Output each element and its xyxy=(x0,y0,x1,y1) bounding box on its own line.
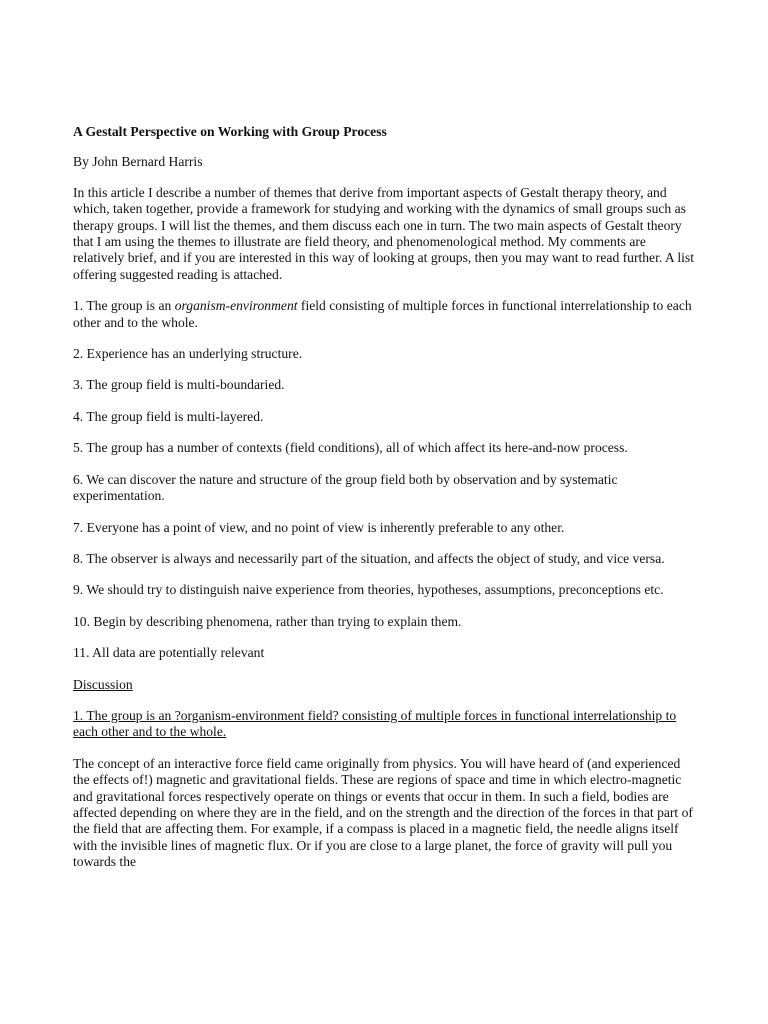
discussion-heading: Discussion xyxy=(73,676,133,692)
discussion-paragraph: The concept of an interactive force field came originally from physics. You will have heard of (and experienced the effects of!) magnetic and gravitational fields. These are regions of space and time in which electro-magnetic and gravitational forces respectively operate on things or events that occur in them. In such a field, bodies are affected depending on where they are in the field, and on the strength and the direction of the forces in that part of the field that are affecting them. For example, if a compass is placed in a magnetic field, the needle aligns itself with the invisible lines of magnetic flux. Or if you are close to a large planet, the force of gravity will pull you towards the xyxy=(73,755,693,870)
theme-item-10: 10. Begin by describing phenomena, rather than trying to explain them. xyxy=(73,613,462,629)
theme-item-11: 11. All data are potentially relevant xyxy=(73,645,265,661)
theme-item-5: 5. The group has a number of contexts (field conditions), all of which affect its here-and-now process. xyxy=(73,440,628,456)
theme-item-8: 8. The observer is always and necessarily part of the situation, and affects the object of study, and vice versa. xyxy=(73,550,665,566)
page-bottom-margin xyxy=(0,948,768,1024)
theme-item-1 xyxy=(73,298,698,331)
article-body xyxy=(73,124,698,886)
theme-item-4: 4. The group field is multi-layered. xyxy=(73,408,264,424)
discussion-item-1: 1. The group is an ?organism-environment field? consisting of multiple forces in functional interrelationship to each other and to the whole. xyxy=(73,707,677,740)
theme-item-2: 2. Experience has an underlying structure. xyxy=(73,346,303,362)
theme-1-after: field consisting of multiple forces in functional interrelationship to each other and to the whole. xyxy=(73,298,692,330)
theme-item-6: 6. We can discover the nature and structure of the group field both by observation and by systematic experimentation. xyxy=(73,471,618,504)
theme-item-3: 3. The group field is multi-boundaried. xyxy=(73,377,285,393)
theme-item-7: 7. Everyone has a point of view, and no point of view is inherently preferable to any other. xyxy=(73,519,565,535)
theme-1-before: 1. The group is an xyxy=(73,298,175,314)
article-byline: By John Bernard Harris xyxy=(73,154,203,170)
intro-paragraph: In this article I describe a number of themes that derive from important aspects of Gestalt therapy theory, and which, taken together, provide a framework for studying and working with the dynamics of small groups such as therapy groups. I will list the themes, and them discuss each one in turn. The two main aspects of Gestalt theory that I am using the themes to illustrate are field theory, and phenomenological method. My comments are relatively brief, and if you are interested in this way of looking at groups, then you may want to read further. A list offering suggested reading is attached. xyxy=(73,184,695,282)
theme-1-italic: organism-environment xyxy=(174,298,298,314)
article-title: A Gestalt Perspective on Working with Group Process xyxy=(73,124,387,139)
theme-item-9: 9. We should try to distinguish naive experience from theories, hypotheses, assumptions, preconceptions etc. xyxy=(73,582,664,598)
